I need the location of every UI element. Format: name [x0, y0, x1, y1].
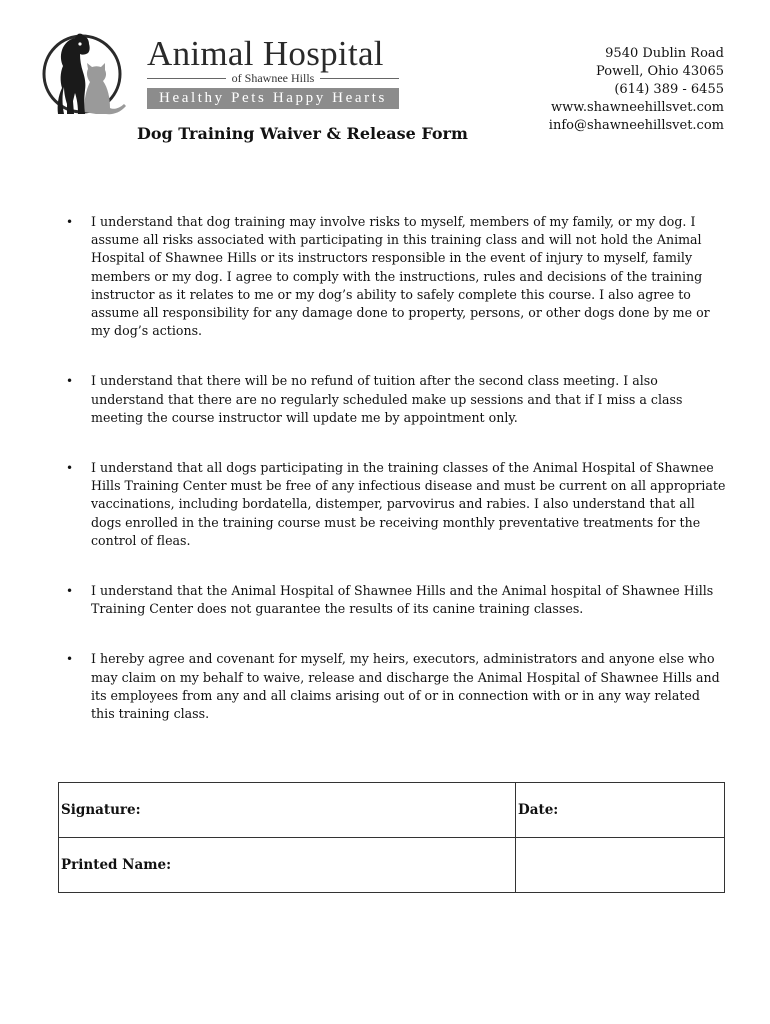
term-text: I understand that dog training may involve risks to myself, members of my family, or my dog. I assume all risks associated with participating in this training class and will not hold the Animal Hospital of Shawnee Hills or its instructors responsible in the event of injury to myself, family members or my dog. I agree to comply with the instructions, rules and decisions of the training instructor as it relates to me or my dog’s ability to safely complete this course. I also agree to assume all responsibility for any damage done to property, persons, or other dogs done by me or my dog’s actions. — [91, 214, 710, 339]
list-item — [62, 213, 727, 340]
table-row — [59, 838, 725, 893]
terms-list — [62, 213, 727, 723]
dog-and-cat-logo-icon — [40, 26, 128, 118]
bullet-icon: • — [66, 461, 74, 476]
printed-name-label: Printed Name: — [61, 857, 172, 873]
brand-tagline: Healthy Pets Happy Hearts — [147, 88, 399, 109]
signature-label: Signature: — [61, 802, 141, 818]
list-item — [62, 582, 727, 618]
term-text: I hereby agree and covenant for myself, my heirs, executors, administrators and anyone else who may claim on my behalf to waive, release and discharge the Animal Hospital of Shawnee Hills and its employees from any and all claims arising out of or in connection with or in any way related this training class. — [91, 651, 720, 722]
address-line-1: 9540 Dublin Road — [605, 46, 724, 61]
divider — [147, 78, 226, 79]
bullet-icon: • — [66, 374, 74, 389]
divider — [320, 78, 399, 79]
bullet-icon: • — [66, 584, 74, 599]
date-label: Date: — [518, 802, 559, 818]
email-link[interactable]: info@shawneehillsvet.com — [548, 118, 724, 133]
signature-table — [58, 782, 725, 893]
bullet-icon: • — [66, 652, 74, 667]
bullet-icon: • — [66, 215, 74, 229]
website-link[interactable]: www.shawneehillsvet.com — [551, 100, 724, 115]
phone-number: (614) 389 - 6455 — [614, 82, 724, 97]
address-line-2: Powell, Ohio 43065 — [596, 64, 724, 79]
date-field[interactable] — [516, 783, 725, 838]
brand-subtitle: of Shawnee Hills — [231, 70, 315, 85]
list-item — [62, 459, 727, 550]
list-item — [62, 650, 727, 723]
brand-block — [147, 36, 399, 109]
form-title: Dog Training Waiver & Release Form — [137, 124, 468, 143]
brand-name: Animal Hospital — [147, 34, 384, 73]
contact-block — [549, 45, 724, 135]
term-text: I understand that the Animal Hospital of Shawnee Hills and the Animal hospital of Shawnee Hills Training Center does not guarantee the results of its canine training classes. — [91, 583, 714, 617]
printed-name-field[interactable] — [59, 838, 516, 893]
list-item — [62, 372, 727, 427]
empty-field[interactable] — [516, 838, 725, 893]
table-row — [59, 783, 725, 838]
term-text: I understand that there will be no refund of tuition after the second class meeting. I also understand that there are no regularly scheduled make up sessions and that if I miss a class meeting the course instructor will update me by appointment only. — [91, 373, 683, 425]
signature-field[interactable] — [59, 783, 516, 838]
term-text: I understand that all dogs participating in the training classes of the Animal Hospital of Shawnee Hills Training Center must be free of any infectious disease and must be current on all appropriate vaccinations, including bordatella, distemper, parvovirus and rabies. I also understand that all dogs enrolled in the training course must be receiving monthly preventative treatments for the control of fleas. — [91, 460, 726, 548]
